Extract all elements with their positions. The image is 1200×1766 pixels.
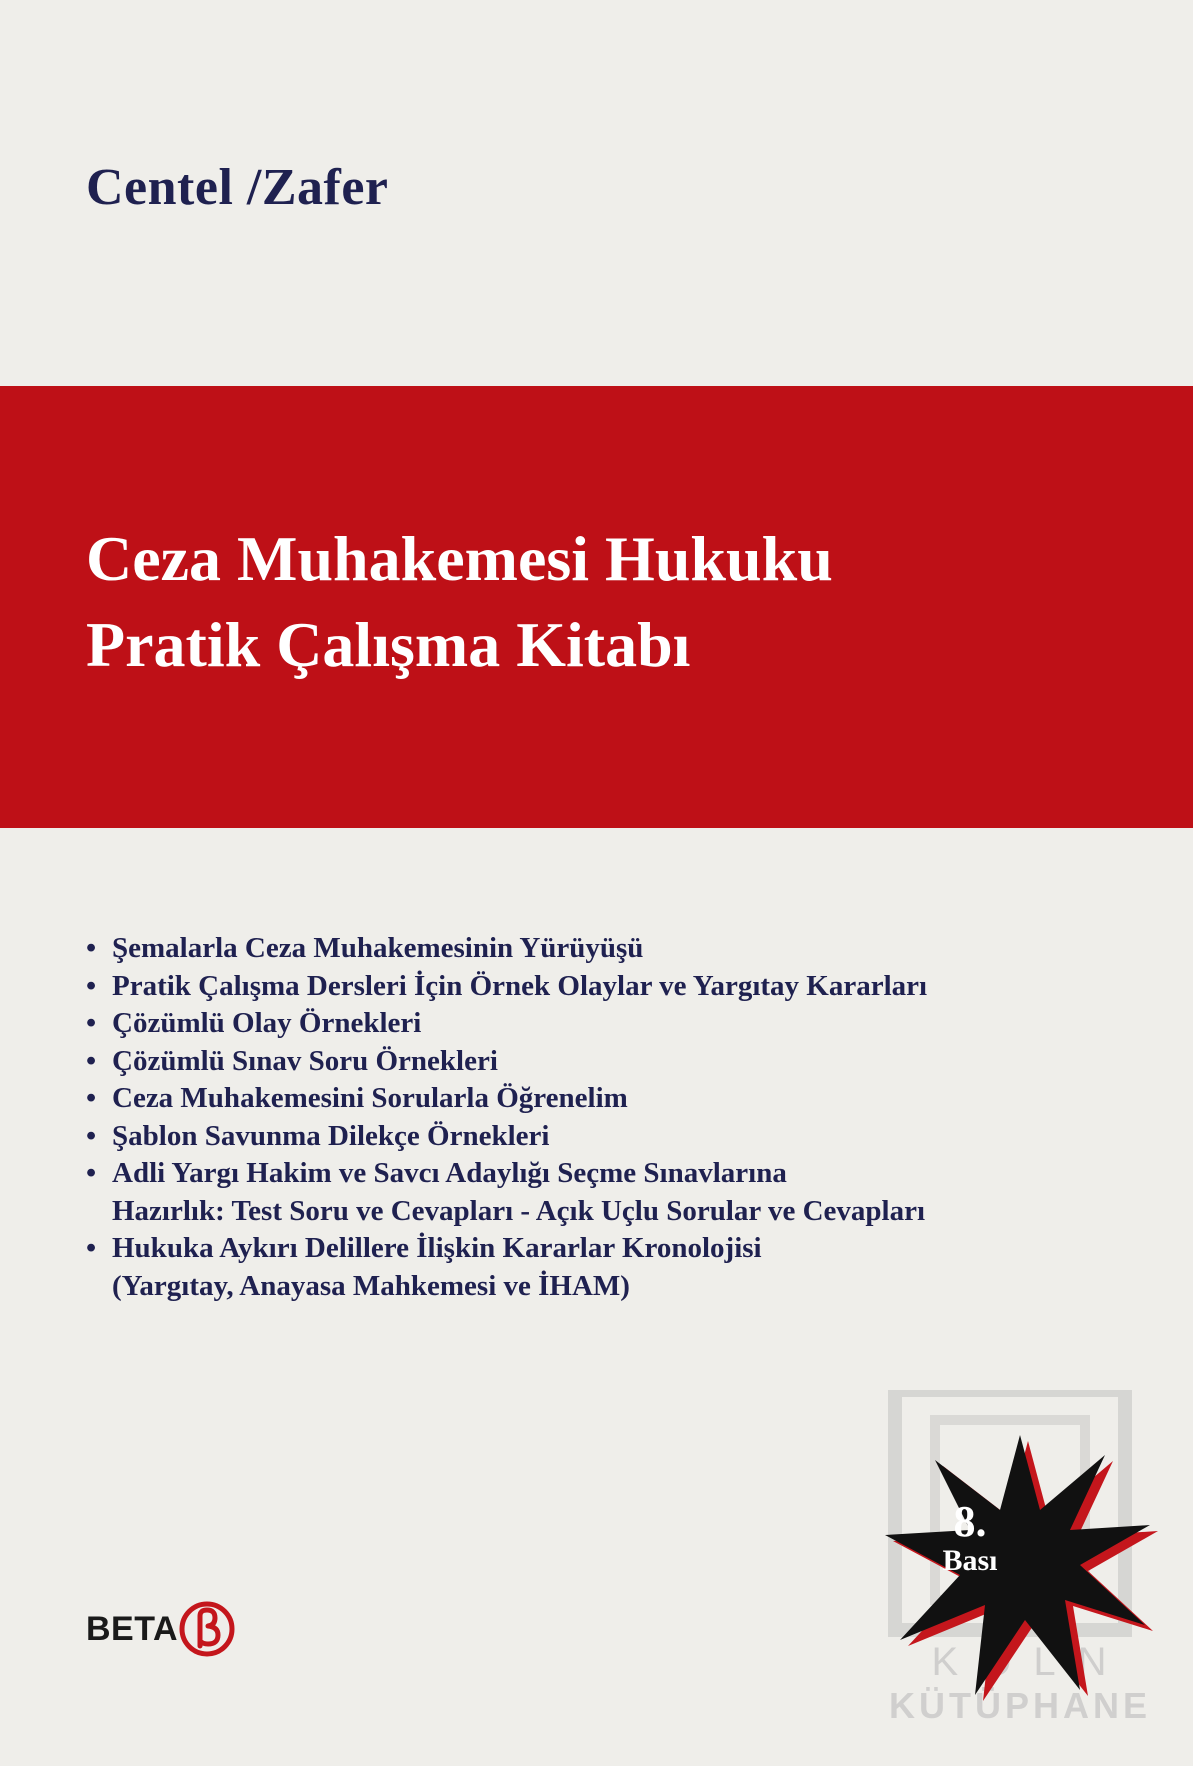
feature-item [86, 1118, 927, 1156]
feature-item [86, 1080, 927, 1118]
title-line-2: Pratik Çalışma Kitabı [86, 609, 691, 680]
feature-item [86, 1155, 927, 1230]
feature-text: Adli Yargı Hakim ve Savcı Adaylığı Seçme Sınavlarına [112, 1157, 787, 1189]
title-band [0, 386, 1193, 828]
feature-item [86, 1005, 927, 1043]
feature-text: Şemalarla Ceza Muhakemesinin Yürüyüşü [112, 932, 644, 964]
feature-text: Çözümlü Olay Örnekleri [112, 1007, 422, 1039]
edition-badge [930, 1497, 1010, 1578]
feature-text: Hukuka Aykırı Delillere İlişkin Kararlar Kronolojisi [112, 1232, 762, 1264]
feature-item [86, 1230, 927, 1305]
feature-list [86, 930, 927, 1305]
edition-label: Bası [942, 1544, 998, 1577]
book-title [86, 516, 833, 688]
edition-number: 8. [953, 1497, 987, 1546]
feature-item [86, 930, 927, 968]
publisher-logo [86, 1600, 256, 1660]
watermark-bottom-text: KÜTÜPHANE [888, 1685, 1151, 1726]
watermark-top-text: KOLN [931, 1640, 1129, 1684]
bullet: • [86, 1007, 97, 1039]
feature-text-continued: (Yargıtay, Anayasa Mahkemesi ve İHAM) [112, 1269, 630, 1302]
publisher-name: BETA [86, 1610, 179, 1648]
feature-text: Çözümlü Sınav Soru Örnekleri [112, 1044, 498, 1077]
beta-logo-icon [178, 1600, 236, 1658]
feature-text: Pratik Çalışma Dersleri İçin Örnek Olaylar ve Yargıtay Kararları [112, 969, 928, 1002]
starburst-icon [880, 1425, 1160, 1705]
bullet: • [86, 1232, 97, 1264]
authors: Centel /Zafer [86, 159, 389, 216]
feature-text-continued: Hazırlık: Test Soru ve Cevapları - Açık Uçlu Sorular ve Cevapları [112, 1194, 926, 1227]
title-line-1: Ceza Muhakemesi Hukuku [86, 523, 833, 594]
bullet: • [86, 1082, 97, 1114]
bullet: • [86, 1119, 97, 1152]
bullet: • [86, 1044, 97, 1077]
feature-item [86, 1043, 927, 1081]
feature-text: Ceza Muhakemesini Sorularla Öğrenelim [112, 1082, 628, 1114]
bullet: • [86, 1157, 97, 1189]
feature-text: Şablon Savunma Dilekçe Örnekleri [112, 1119, 550, 1152]
bullet: • [86, 932, 97, 964]
feature-item [86, 968, 927, 1006]
bullet: • [86, 969, 97, 1002]
